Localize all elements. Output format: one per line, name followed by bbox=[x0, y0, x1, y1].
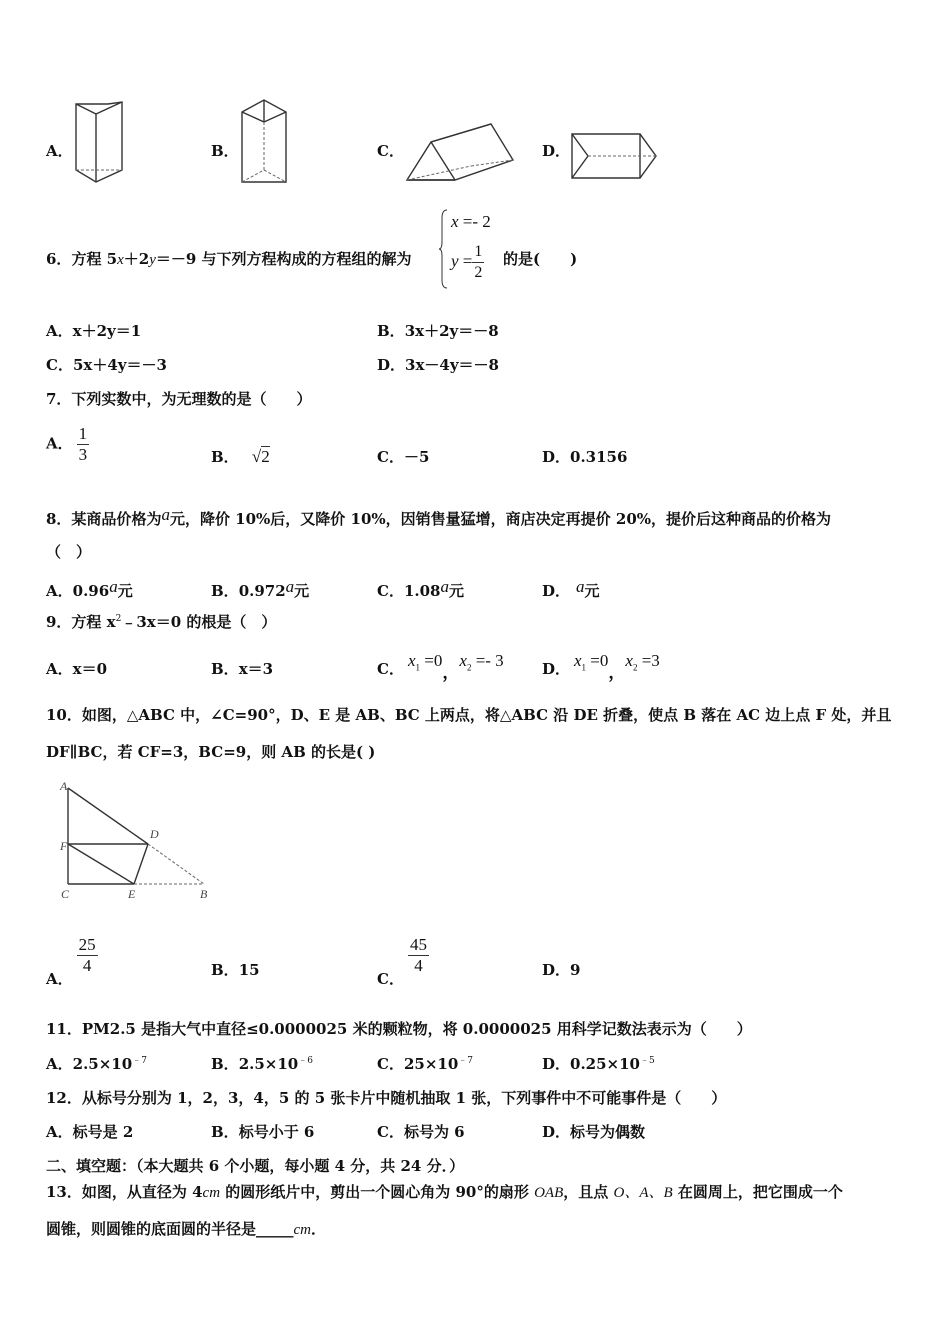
q7-option-b[interactable]: B． √2 bbox=[211, 447, 270, 466]
q10-stem-line1: 10．如图，△ABC 中，∠C=90°，D、E 是 AB、BC 上两点，将△ABC 沿 DE 折叠，使点 B 落在 AC 边上点 F 处，并且 bbox=[46, 706, 892, 724]
q13-stem-line1: 13．如图，从直径为 4cm 的圆形纸片中，剪出一个圆心角为 90°的扇形 OAB，且点 O、A、B 在圆周上，把它围成一个 bbox=[46, 1183, 843, 1201]
q8-stem-line1: 8．某商品价格为a元，降价 10%后，又降价 10%，因销售量猛增，商店决定再提价 20%，提价后这种商品的价格为 bbox=[46, 505, 832, 528]
q10-label-e: E bbox=[128, 887, 136, 901]
q6-option-b[interactable]: B．3x＋2y＝－8 bbox=[377, 322, 499, 340]
q10-label-b: B bbox=[200, 887, 208, 901]
q5-option-b-label: B． bbox=[211, 142, 239, 160]
q11-option-d[interactable]: D．$0.25\times 10^{﹣5}$ bbox=[542, 1055, 655, 1073]
q12-option-a[interactable]: A．标号是 2 bbox=[46, 1123, 134, 1141]
q6-stem-tail: 的是( ) bbox=[503, 250, 578, 268]
q11-stem: 11．PM2.5 是指大气中直径≤0.0000025 米的颗粒物，将 0.0000025 用科学记数法表示为（ ） bbox=[46, 1020, 752, 1038]
q8-option-a[interactable]: A．0.96a元 bbox=[46, 577, 133, 600]
q13-answer-blank[interactable]: _____ bbox=[256, 1220, 294, 1238]
q8-option-d[interactable]: D． a元 bbox=[542, 577, 600, 600]
q10-stem-line2: DF∥BC，若 CF=3，BC=9，则 AB 的长是( ) bbox=[46, 743, 376, 761]
q10-option-a[interactable]: A． $\frac{25}{4}$ bbox=[46, 935, 96, 988]
q5-option-a-figure bbox=[72, 98, 128, 188]
q13-stem-line2: 圆锥，则圆锥的底面圆的半径是_____cm． bbox=[46, 1220, 327, 1238]
q9-option-d-roots: $x_1 =0$，$x_2 =3$ bbox=[574, 651, 660, 682]
q6-option-a[interactable]: A．x＋2y＝1 bbox=[46, 322, 142, 340]
section-2-heading: 二、填空题：（本大题共 6 个小题，每小题 4 分，共 24 分．） bbox=[46, 1157, 465, 1175]
q6-equation-system: x =- 2 y = $\frac{1}{2}$ bbox=[439, 208, 509, 292]
q11-option-a[interactable]: A．$2.5\times 10^{﹣7}$ bbox=[46, 1055, 147, 1073]
q5-option-a-label: A． bbox=[46, 142, 73, 160]
q9-option-c-label[interactable]: C． bbox=[377, 660, 404, 678]
q5-option-c-label: C． bbox=[377, 142, 404, 160]
q10-figure-triangle bbox=[52, 778, 218, 904]
q5-option-c-figure bbox=[403, 120, 519, 186]
q5-option-d-figure bbox=[568, 128, 660, 186]
q5-option-b-figure bbox=[238, 98, 294, 188]
q11-option-b[interactable]: B．$2.5\times 10^{﹣6}$ bbox=[211, 1055, 313, 1073]
q7-option-a[interactable]: A． $\frac{1}{3}$ bbox=[46, 424, 88, 464]
q12-stem: 12．从标号分别为 1，2，3，4，5 的 5 张卡片中随机抽取 1 张，下列事件中不可能事件是（ ） bbox=[46, 1089, 727, 1107]
q11-option-c[interactable]: C．$25\times 10^{﹣7}$ bbox=[377, 1055, 474, 1073]
q8-option-b[interactable]: B．0.972a元 bbox=[211, 577, 310, 600]
q12-option-d[interactable]: D．标号为偶数 bbox=[542, 1123, 646, 1141]
q10-label-f: F bbox=[60, 839, 68, 853]
q10-label-d: D bbox=[150, 827, 159, 841]
q10-option-c[interactable]: C． $\frac{45}{4}$ bbox=[377, 935, 427, 988]
q9-option-a[interactable]: A．x＝0 bbox=[46, 660, 108, 678]
q9-option-c-roots: $x_1 =0$，$x_2 =- 3$ bbox=[408, 651, 504, 682]
q10-label-a: A bbox=[60, 779, 68, 793]
q9-stem: 9．方程 $x^2﹣3x=0$ 的根是（ ） bbox=[46, 613, 277, 631]
q12-option-b[interactable]: B．标号小于 6 bbox=[211, 1123, 315, 1141]
q12-option-c[interactable]: C．标号为 6 bbox=[377, 1123, 465, 1141]
q6-stem: 6．方程 5x＋2y＝－9 与下列方程构成的方程组的解为 bbox=[46, 250, 412, 268]
q10-option-b[interactable]: B．15 bbox=[211, 961, 260, 979]
q8-option-c[interactable]: C．1.08a元 bbox=[377, 577, 465, 600]
q6-option-d[interactable]: D．3x－4y＝－8 bbox=[377, 356, 499, 374]
q9-option-d-label[interactable]: D． bbox=[542, 660, 571, 678]
q8-stem-line2: （ ） bbox=[46, 543, 92, 561]
q6-option-c[interactable]: C．5x＋4y＝－3 bbox=[46, 356, 167, 374]
q7-option-c[interactable]: C．－5 bbox=[377, 448, 430, 466]
q10-label-c: C bbox=[61, 887, 70, 901]
q10-option-d[interactable]: D．9 bbox=[542, 961, 581, 979]
q5-option-d-label: D． bbox=[542, 142, 571, 160]
q9-option-b[interactable]: B．x＝3 bbox=[211, 660, 274, 678]
q7-option-d[interactable]: D．0.3156 bbox=[542, 448, 628, 466]
q7-stem: 7．下列实数中，为无理数的是（ ） bbox=[46, 390, 312, 408]
